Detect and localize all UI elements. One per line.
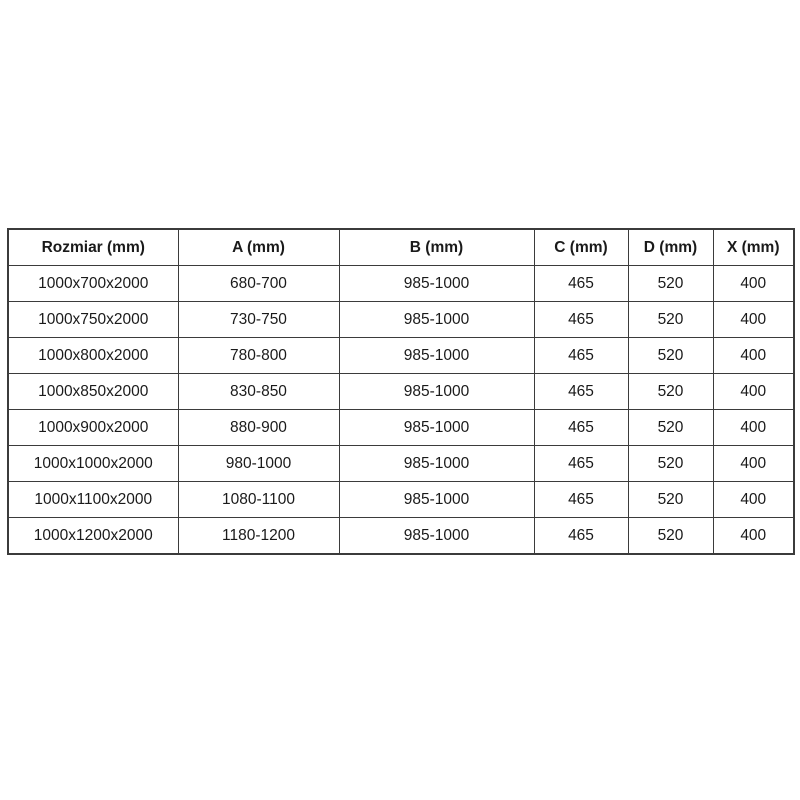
cell-d: 520 (628, 410, 713, 446)
cell-b: 985-1000 (339, 518, 534, 555)
cell-a: 780-800 (178, 338, 339, 374)
cell-b: 985-1000 (339, 446, 534, 482)
cell-x: 400 (713, 518, 794, 555)
cell-c: 465 (534, 338, 628, 374)
size-spec-table (7, 228, 795, 555)
cell-rozmiar: 1000x850x2000 (8, 374, 178, 410)
table-row (8, 518, 794, 555)
table-row (8, 338, 794, 374)
cell-c: 465 (534, 446, 628, 482)
cell-c: 465 (534, 374, 628, 410)
cell-x: 400 (713, 374, 794, 410)
cell-d: 520 (628, 518, 713, 555)
cell-c: 465 (534, 410, 628, 446)
cell-b: 985-1000 (339, 410, 534, 446)
table-row (8, 302, 794, 338)
cell-d: 520 (628, 302, 713, 338)
cell-d: 520 (628, 266, 713, 302)
cell-x: 400 (713, 302, 794, 338)
cell-x: 400 (713, 266, 794, 302)
cell-a: 980-1000 (178, 446, 339, 482)
column-header-a: A (mm) (178, 229, 339, 266)
cell-d: 520 (628, 446, 713, 482)
column-header-c: C (mm) (534, 229, 628, 266)
cell-b: 985-1000 (339, 482, 534, 518)
table-row (8, 374, 794, 410)
cell-rozmiar: 1000x1200x2000 (8, 518, 178, 555)
cell-d: 520 (628, 482, 713, 518)
cell-rozmiar: 1000x1000x2000 (8, 446, 178, 482)
cell-x: 400 (713, 482, 794, 518)
cell-d: 520 (628, 374, 713, 410)
column-header-rozmiar: Rozmiar (mm) (8, 229, 178, 266)
table-row (8, 410, 794, 446)
cell-rozmiar: 1000x750x2000 (8, 302, 178, 338)
cell-rozmiar: 1000x900x2000 (8, 410, 178, 446)
cell-a: 1180-1200 (178, 518, 339, 555)
cell-b: 985-1000 (339, 266, 534, 302)
table-header-row (8, 229, 794, 266)
column-header-d: D (mm) (628, 229, 713, 266)
cell-a: 880-900 (178, 410, 339, 446)
cell-x: 400 (713, 338, 794, 374)
cell-c: 465 (534, 482, 628, 518)
cell-b: 985-1000 (339, 302, 534, 338)
table-row (8, 266, 794, 302)
cell-x: 400 (713, 446, 794, 482)
cell-rozmiar: 1000x1100x2000 (8, 482, 178, 518)
cell-b: 985-1000 (339, 374, 534, 410)
column-header-b: B (mm) (339, 229, 534, 266)
cell-d: 520 (628, 338, 713, 374)
cell-rozmiar: 1000x700x2000 (8, 266, 178, 302)
cell-c: 465 (534, 302, 628, 338)
cell-a: 680-700 (178, 266, 339, 302)
cell-b: 985-1000 (339, 338, 534, 374)
cell-a: 1080-1100 (178, 482, 339, 518)
cell-x: 400 (713, 410, 794, 446)
table-row (8, 446, 794, 482)
column-header-x: X (mm) (713, 229, 794, 266)
size-spec-table-container (7, 228, 793, 555)
cell-c: 465 (534, 518, 628, 555)
cell-c: 465 (534, 266, 628, 302)
cell-rozmiar: 1000x800x2000 (8, 338, 178, 374)
table-row (8, 482, 794, 518)
cell-a: 730-750 (178, 302, 339, 338)
cell-a: 830-850 (178, 374, 339, 410)
